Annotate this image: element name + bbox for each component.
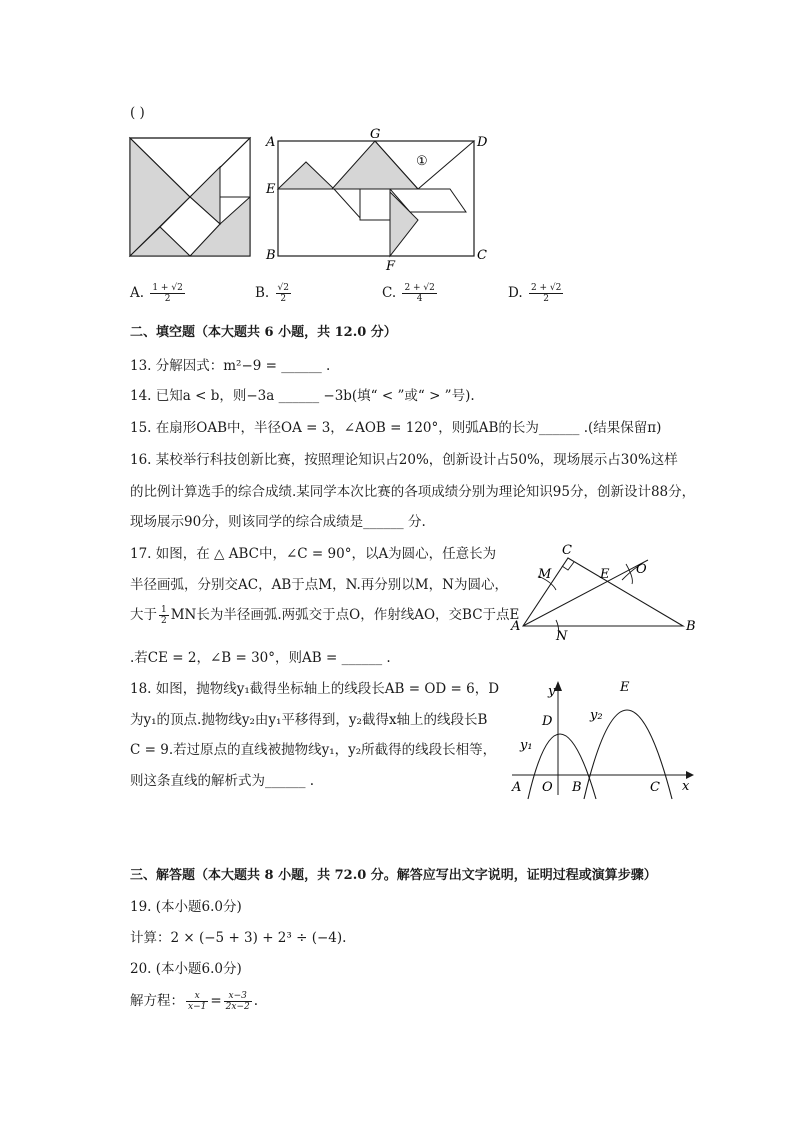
- label-B: B: [266, 248, 276, 263]
- fig17-label-E: E: [600, 567, 610, 582]
- option-c-label: C.: [382, 285, 397, 301]
- question-15: 15. 在扇形OAB中，半径OA = 3，∠AOB = 120°，则弧AB的长为______ .(结果保留π): [130, 420, 662, 436]
- label-F: F: [386, 259, 396, 272]
- question-16-line-3: 现场展示90分，则该同学的综合成绩是______ 分.: [130, 514, 426, 530]
- question-14: 14. 已知a < b，则−3a ______ −3b(填“ < ”或“ > ”号).: [130, 388, 475, 404]
- tangram-rectangle-figure: [262, 128, 494, 272]
- option-b-label: B.: [255, 285, 270, 301]
- question-13: 13. 分解因式：m²−9 = ______ .: [130, 358, 331, 374]
- fig17-label-M: M: [538, 567, 552, 582]
- option-c[interactable]: [382, 283, 439, 304]
- label-E: E: [266, 182, 276, 197]
- question-17-line-2: 半径画弧，分别交AC，AB于点M，N.再分别以M，N为圆心，: [130, 577, 508, 593]
- fig18-label-y: y: [548, 684, 556, 699]
- question-17-line-3: 大于 $\frac{1}{2}$ MN长为半径画弧.两弧交于点O，作射线AO，交BC于点E: [130, 605, 520, 626]
- fig17-label-N: N: [556, 629, 568, 644]
- question-20-body: 解方程： $\frac{x}{x-1}$ = $\frac{x-3}{2x-2}$ .: [130, 991, 259, 1012]
- option-c-fraction: $\frac{2 + √2}{4}$: [404, 283, 435, 304]
- option-d-fraction: $\frac{2 + √2}{2}$: [530, 283, 562, 304]
- question-19-title: 19. (本小题6.0分): [130, 899, 242, 915]
- fig17-label-A: A: [511, 619, 521, 634]
- triangle-abc-figure: [508, 538, 698, 646]
- question-16-line-2: 的比例计算选手的综合成绩.某同学本次比赛的各项成绩分别为理论知识95分，创新设计88分，: [130, 484, 696, 500]
- fig18-label-C: C: [650, 780, 660, 795]
- fig18-label-A: A: [512, 780, 522, 795]
- half-fraction: $\frac{1}{2}$: [161, 605, 167, 626]
- option-a-label: A.: [130, 285, 145, 301]
- question-17-line-1: 17. 如图，在 △ ABC中，∠C = 90°，以A为圆心，任意长为: [130, 546, 497, 562]
- option-a-fraction: $\frac{1 + √2}{2}$: [152, 283, 183, 304]
- question-17-line-4: .若CE = 2，∠B = 30°，则AB = ______ .: [130, 650, 391, 666]
- section-2-header: 二、填空题（本大题共 6 小题，共 12.0 分）: [130, 325, 397, 340]
- question-18-line-4: 则这条直线的解析式为______ .: [130, 773, 315, 789]
- option-d-label: D.: [508, 285, 523, 301]
- label-A: A: [266, 135, 276, 150]
- fig18-label-E: E: [620, 680, 630, 695]
- question-18-line-2: 为y₁的顶点.抛物线y₂由y₁平移得到，y₂截得x轴上的线段长B: [130, 712, 488, 728]
- label-D: D: [477, 135, 488, 150]
- fig17-label-B: B: [686, 619, 696, 634]
- fraction-right: $\frac{x-3}{2x-2}$: [225, 991, 250, 1012]
- tangram-square-figure: [128, 136, 254, 260]
- question-18-line-3: C = 9.若过原点的直线被抛物线y₁，y₂所截得的线段长相等，: [130, 742, 497, 758]
- fig18-label-y2: y₂: [590, 708, 603, 723]
- option-a[interactable]: [130, 283, 187, 304]
- fraction-left: $\frac{x}{x-1}$: [188, 991, 207, 1012]
- section-3-header: 三、解答题（本大题共 8 小题，共 72.0 分。解答应写出文字说明，证明过程或演算步骤）: [130, 868, 657, 883]
- option-b[interactable]: [255, 283, 293, 304]
- fig18-label-x: x: [682, 779, 690, 794]
- parabola-figure: [508, 675, 698, 801]
- fig17-label-C: C: [562, 543, 572, 558]
- label-C: C: [477, 248, 487, 263]
- question-19-body: 计算：2 × (−5 + 3) + 2³ ÷ (−4).: [130, 930, 347, 946]
- label-circle-1: ①: [416, 154, 428, 169]
- fig17-label-O: O: [636, 562, 647, 577]
- fig18-label-y1: y₁: [520, 738, 533, 753]
- option-b-fraction: $\frac{√2}{2}$: [277, 283, 289, 304]
- question-20-title: 20. (本小题6.0分): [130, 961, 242, 977]
- fig18-label-B: B: [572, 780, 582, 795]
- answer-paren: ( ): [130, 105, 145, 121]
- question-16-line-1: 16. 某校举行科技创新比赛，按照理论知识占20%，创新设计占50%，现场展示占30%这样: [130, 452, 678, 468]
- question-18-line-1: 18. 如图，抛物线y₁截得坐标轴上的线段长AB = OD = 6，D: [130, 681, 500, 697]
- label-G: G: [370, 128, 381, 142]
- option-d[interactable]: [508, 283, 565, 304]
- fig18-label-O: O: [542, 780, 553, 795]
- fig18-label-D: D: [542, 714, 553, 729]
